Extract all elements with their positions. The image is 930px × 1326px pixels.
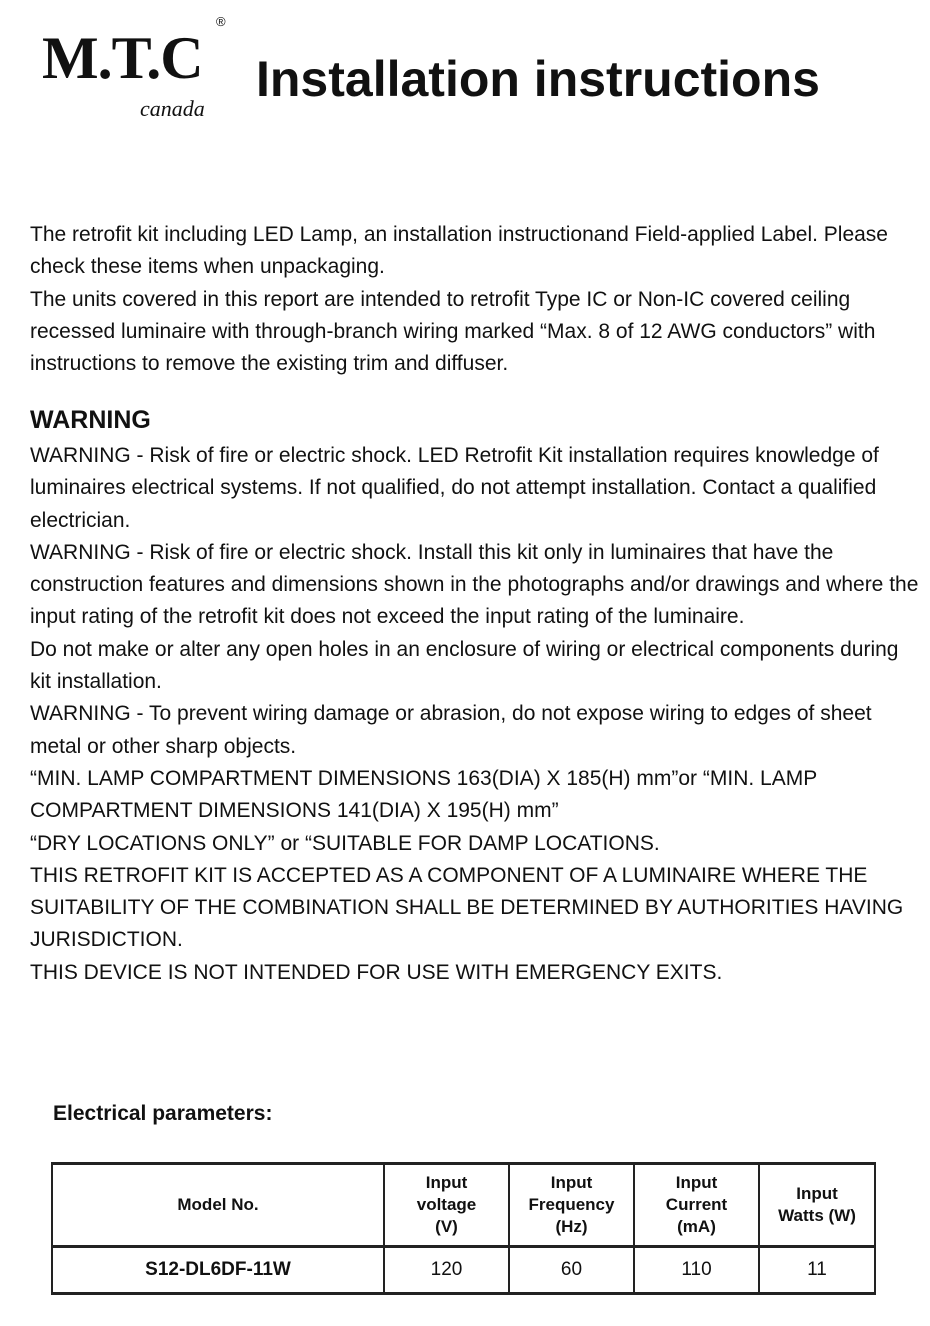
warning-heading: WARNING xyxy=(30,406,151,434)
warning-paragraph: WARNING - Risk of fire or electric shock. LED Retrofit Kit installation requires knowledge of luminaires electrical systems. If not qualified, do not attempt installation. Contact a qualified electrician. xyxy=(30,444,879,532)
column-header-voltage xyxy=(384,1164,509,1247)
table-row xyxy=(52,1247,875,1294)
column-header-line: Input xyxy=(796,1184,838,1203)
column-header-line: Model No. xyxy=(177,1195,259,1214)
column-header-frequency xyxy=(509,1164,634,1247)
column-header-line: voltage xyxy=(416,1195,477,1214)
warning-paragraph: THIS DEVICE IS NOT INTENDED FOR USE WITH EMERGENCY EXITS. xyxy=(30,960,723,984)
column-header-line: (Hz) xyxy=(555,1217,588,1236)
cell-watts: 11 xyxy=(759,1247,875,1294)
warning-section xyxy=(30,440,920,989)
cell-model: S12-DL6DF-11W xyxy=(52,1247,384,1294)
brand-name: M.T.C xyxy=(42,25,203,91)
cell-frequency: 60 xyxy=(509,1247,634,1294)
intro-section xyxy=(30,219,920,380)
column-header-line: Input xyxy=(675,1173,718,1192)
column-header-line: Watts (W) xyxy=(778,1206,856,1225)
brand-subtitle: canada xyxy=(140,96,205,121)
cell-current: 110 xyxy=(634,1247,759,1294)
table-header-row xyxy=(52,1164,875,1247)
warning-paragraph: WARNING - Risk of fire or electric shock. Install this kit only in luminaires that have the construction features and dimensions shown in the photographs and/or drawings and where the input rating of the retrofit kit does not exceed the input rating of the luminaire. xyxy=(30,540,919,629)
column-header-line: Frequency xyxy=(528,1195,615,1214)
column-header-watts xyxy=(759,1164,875,1247)
column-header-line: Input xyxy=(550,1173,593,1192)
column-header-line: (V) xyxy=(435,1217,458,1236)
intro-paragraph: The units covered in this report are intended to retrofit Type IC or Non-IC covered ceiling recessed luminaire with through-branch wiring marked “Max. 8 of 12 AWG conductors” with instructions to remove the existing trim and diffuser. xyxy=(30,287,876,376)
column-header-current xyxy=(634,1164,759,1247)
registered-mark: ® xyxy=(216,14,226,29)
column-header-line: Current xyxy=(665,1195,728,1214)
column-header-line: (mA) xyxy=(677,1217,716,1236)
warning-paragraph: Do not make or alter any open holes in an enclosure of wiring or electrical components during kit installation. xyxy=(30,637,899,694)
warning-paragraph: “MIN. LAMP COMPARTMENT DIMENSIONS 163(DIA) X 185(H) mm”or “MIN. LAMP COMPARTMENT DIMENSIONS 141(DIA) X 195(H) mm” xyxy=(30,766,817,823)
warning-paragraph: “DRY LOCATIONS ONLY” or “SUITABLE FOR DAMP LOCATIONS. xyxy=(30,831,660,855)
brand-logo xyxy=(42,14,232,124)
column-header-model xyxy=(52,1164,384,1247)
cell-voltage: 120 xyxy=(384,1247,509,1294)
column-header-line: Input xyxy=(425,1173,468,1192)
parameters-heading: Electrical parameters: xyxy=(53,1102,273,1125)
warning-paragraph: WARNING - To prevent wiring damage or abrasion, do not expose wiring to edges of sheet metal or other sharp objects. xyxy=(30,702,872,758)
warning-paragraph: THIS RETROFIT KIT IS ACCEPTED AS A COMPONENT OF A LUMINAIRE WHERE THE SUITABILITY OF THE COMBINATION SHALL BE DETERMINED BY AUTHORITIES HAVING JURISDICTION. xyxy=(30,863,904,952)
intro-paragraph: The retrofit kit including LED Lamp, an installation instructionand Field-applied Label. Please check these items when unpackaging. xyxy=(30,223,888,279)
parameters-table xyxy=(51,1162,876,1295)
page-title: Installation instructions xyxy=(256,51,820,107)
